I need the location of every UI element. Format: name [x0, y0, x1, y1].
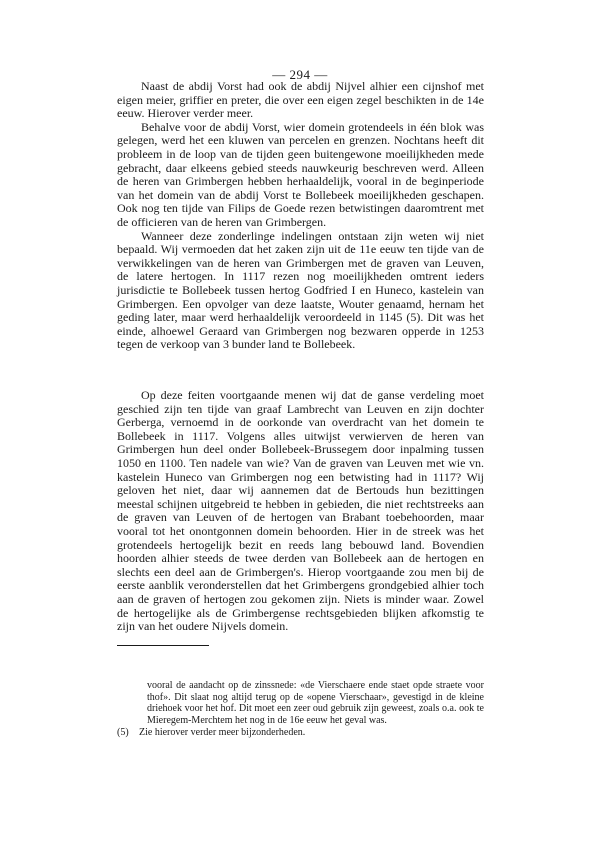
footnote-item	[117, 727, 484, 739]
footnote-label: (5)	[117, 727, 129, 739]
footnote-divider	[117, 645, 209, 646]
main-text-upper	[117, 80, 484, 352]
body-paragraph: Op deze feiten voortgaande menen wij dat de ganse verdeling moet geschied zijn ten tijde van graaf Lambrecht van Leuven en zijn dochter Gerberga, vernoemd in de oorkonde van overdracht van het domein te Bollebeek in 1117. Volgens alles uitwijst verwierven de heren van Grimbergen hun deel onder Bollebeek-Brussegem door inpalming tussen 1050 en 1100. Ten nadele van wie? Van de graven van Leuven met wie vn. kastelein Huneco van Grimbergen nog een betwisting had in 1117? Wij geloven het niet, daar wij aannemen dat de Bertouds hun bezittingen meestal schijnen uitgebreid te hebben in gebieden, die niet rechtstreeks aan de graven van Leuven of de hertogen van Brabant toebehoorden, maar vooral tot het onontgonnen domein behoorden. Hier in de streek was het grotendeels hertogelijk bezit en reeds lang bebouwd land. Bovendien hoorden alhier steeds de twee derden van Bollebeek aan de hertogen en slechts een deel aan de Grimbergen's. Hierop voortgaande zou men bij de eerste aanblik veronderstellen dat het Grimbergens grondgebied alhier toch aan de graven of hertogen zou gekomen zijn. Niets is minder waar. Zowel de hertogelijke als de Grimbergense rechtsgebieden blijken afkomstig te zijn van het oudere Nijvels domein.	[117, 388, 484, 634]
footnote-continuation: vooral de aandacht op de zinssnede: «de Vierschaere ende staet opde straete voor thof». Dit slaat nog altijd terug op de «opene Vierschaar», gevestigd in de kleine driehoek voor het hof. Dit moet een zeer oud gebruik zijn geweest, zoals o.a. ook te Mieregem-Merchtem het nog in de 16e eeuw het geval was.	[147, 680, 484, 726]
body-paragraph: Naast de abdij Vorst had ook de abdij Nijvel alhier een cijnshof met eigen meier, griffier en preter, die over een eigen zegel beschikten in de 14e eeuw. Hierover verder meer.	[117, 79, 484, 121]
main-text-lower	[117, 389, 484, 634]
body-paragraph: Wanneer deze zonderlinge indelingen ontstaan zijn weten wij niet bepaald. Wij vermoeden dat het zaken zijn uit de 11e eeuw ten tijde van de verwikkelingen van de heren van Grimbergen met de graven van Leuven, de latere hertogen. In 1117 rezen nog moeilijkheden omtrent ieders jurisdictie te Bollebeek tussen hertog Godfried I en Huneco, kastelein van Grimbergen. Een opvolger van deze laatste, Wouter genaamd, hernam het geding later, maar werd herhaaldelijk veroordeeld in 1145 (5). Dit was het einde, alhoewel Geraard van Grimbergen nog bezwaren opperde in 1253 tegen de verkoop van 3 bunder land te Bollebeek.	[117, 228, 484, 352]
footnote-text: Zie hierover verder meer bijzonderheden.	[139, 727, 306, 739]
footnotes	[117, 680, 484, 739]
body-paragraph: Behalve voor de abdij Vorst, wier domein grotendeels in één blok was gelegen, werd het een kluwen van percelen en grenzen. Nochtans heeft dit probleem in de loop van de tijden geen buitengewone moeilijkheden mede gebracht, daar elkeens gebied steeds nauwkeurig beschreven werd. Alleen de heren van Grimbergen hebben herhaaldelijk, vooral in de beginperiode van het domein van de abdij Vorst te Bollebeek moeilijkheden geschapen. Ook nog ten tijde van Filips de Goede rezen betwistingen daaromtrent met de officieren van de heren van Grimbergen.	[117, 119, 484, 229]
page-number: — 294 —	[272, 67, 328, 82]
